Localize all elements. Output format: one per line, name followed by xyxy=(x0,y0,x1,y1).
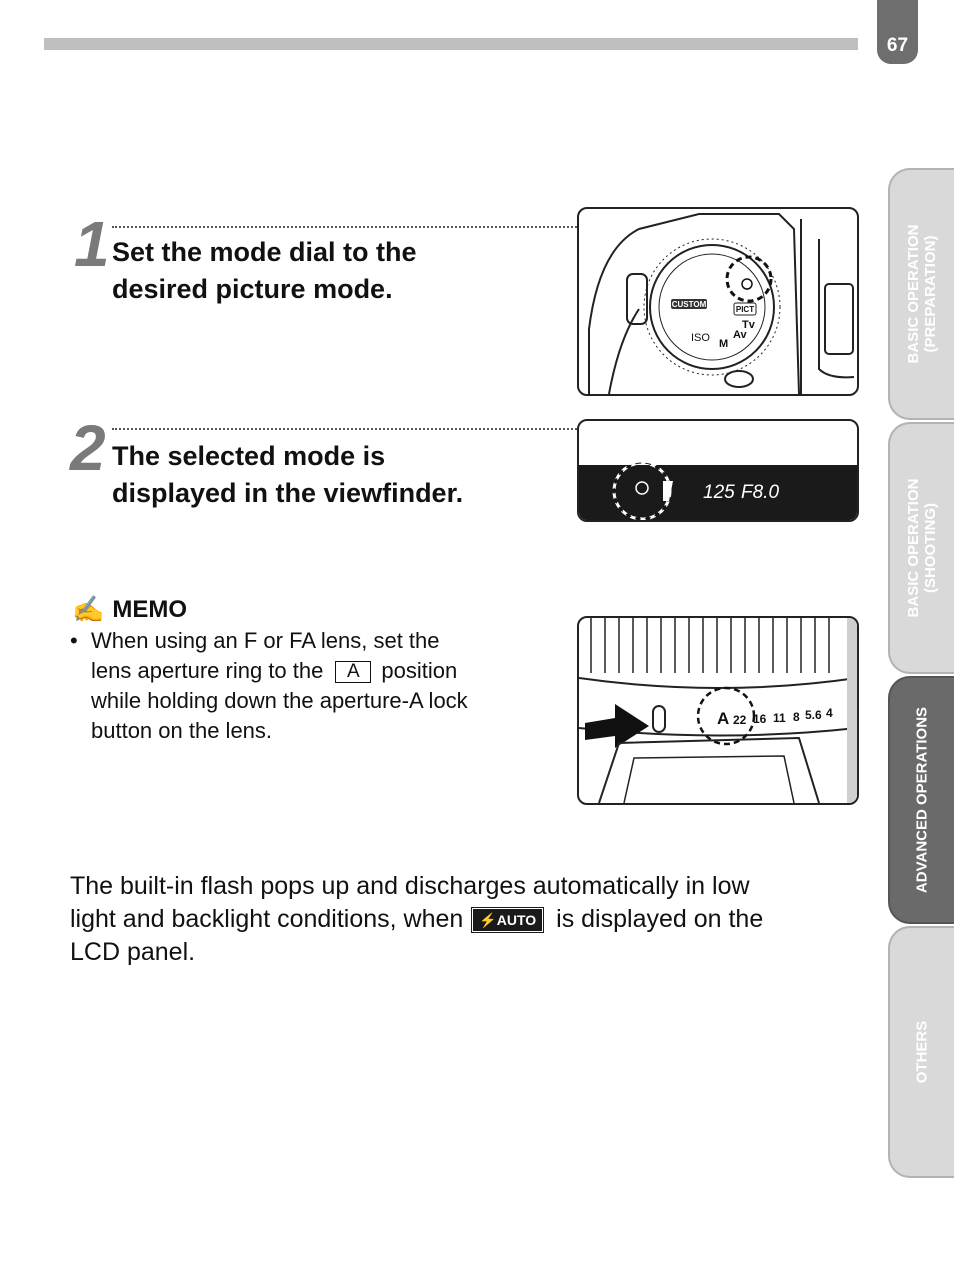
lens-f-4: 4 xyxy=(826,706,833,720)
side-tab-basic-preparation[interactable] xyxy=(888,168,954,420)
memo-line: button on the lens. xyxy=(91,718,273,743)
side-tab-others[interactable] xyxy=(888,926,954,1178)
side-tab-label: OTHERS xyxy=(913,1020,931,1084)
side-tab-label: BASIC OPERATION xyxy=(905,478,922,618)
flash-paragraph xyxy=(70,870,840,969)
lens-drawing xyxy=(579,618,857,803)
dial-iso-label: ISO xyxy=(691,332,710,344)
step-2-line: The selected mode is xyxy=(112,441,386,471)
dial-pict-label: PICT xyxy=(735,305,755,314)
memo-bullet: • xyxy=(70,628,78,653)
dial-tv-label: Tv xyxy=(742,319,755,331)
lens-f-11: 11 xyxy=(773,711,786,725)
lens-a-mark: A xyxy=(717,709,730,728)
step-1-line: desired picture mode. xyxy=(112,274,393,304)
aperture-a-box: A xyxy=(335,661,371,683)
step-2-line: displayed in the viewfinder. xyxy=(112,478,464,508)
paragraph-line: The built-in flash pops up and discharges automatically in low xyxy=(70,872,750,900)
dial-m-label: M xyxy=(719,338,729,350)
paragraph-line xyxy=(70,903,840,936)
side-tab-label: ADVANCED OPERATIONS xyxy=(913,706,931,894)
side-tab-label: BASIC OPERATION xyxy=(905,224,922,364)
step-1-number: 1 xyxy=(74,208,110,280)
step-1-divider xyxy=(112,226,580,228)
memo-text xyxy=(91,626,541,746)
paragraph-line-part: is displayed on the xyxy=(556,905,764,933)
memo-line-part: position xyxy=(381,658,458,683)
lens-f-16: 16 xyxy=(753,712,767,726)
paragraph-line: LCD panel. xyxy=(70,938,196,966)
lens-f-5-6: 5.6 xyxy=(805,708,822,722)
mode-dial-illustration xyxy=(577,207,859,396)
memo-line: When using an F or FA lens, set the xyxy=(91,628,440,653)
step-1-text xyxy=(112,234,417,308)
paragraph-line-part: light and backlight conditions, when xyxy=(70,905,464,933)
flash-auto-icon: ⚡AUTO xyxy=(473,909,542,931)
step-2-number: 2 xyxy=(70,412,106,484)
header-rule xyxy=(44,38,858,50)
camera-top-drawing xyxy=(579,209,857,394)
step-1-line: Set the mode dial to the xyxy=(112,237,417,267)
viewfinder-drawing xyxy=(579,421,857,520)
side-tab-sublabel: (PREPARATION) xyxy=(922,235,939,353)
viewfinder-illustration xyxy=(577,419,859,522)
viewfinder-shutter: 125 xyxy=(703,482,735,503)
memo-line xyxy=(91,656,541,686)
memo-heading xyxy=(72,594,187,625)
memo-line-part: lens aperture ring to the xyxy=(91,658,324,683)
pencil-icon: ✍ xyxy=(72,594,105,624)
lens-illustration xyxy=(577,616,859,805)
page-number: 67 xyxy=(877,0,918,64)
lens-f-8: 8 xyxy=(793,710,800,724)
dial-av-label: Av xyxy=(733,329,747,341)
lens-f-22: 22 xyxy=(733,713,747,727)
side-tab-advanced-operations[interactable] xyxy=(888,676,954,924)
step-2-divider xyxy=(112,428,580,430)
side-tab-sublabel: (SHOOTING) xyxy=(922,503,939,593)
dial-custom-label: CUSTOM xyxy=(671,300,707,309)
memo-line: while holding down the aperture-A lock xyxy=(91,688,468,713)
memo-title: MEMO xyxy=(112,595,188,623)
step-2-text xyxy=(112,438,463,512)
side-tab-basic-shooting[interactable] xyxy=(888,422,954,674)
viewfinder-aperture: F8.0 xyxy=(741,482,780,503)
